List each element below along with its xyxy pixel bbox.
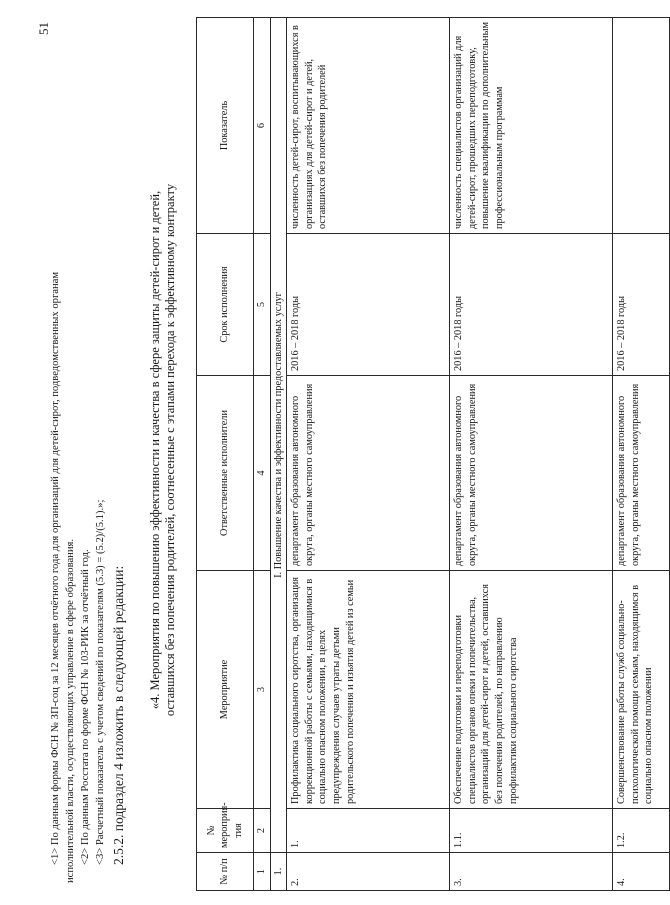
header-cell: Мероприятие: [197, 571, 254, 809]
header-cell: Срок исполнения: [197, 234, 254, 376]
column-number: 1: [254, 853, 271, 891]
executors-text: департамент образования автономного округа, органы местного самоуправления: [613, 376, 670, 571]
footnote-1-continuation: исполнительной власти, осуществляющих управление в сфере образования.: [65, 538, 76, 883]
amendment-instruction: 2.5.2. подраздел 4 изложить в следующей редакции:: [111, 565, 126, 865]
section-title: [148, 35, 178, 865]
footnote-1: <1> По данным формы ФСН № ЗП-соц за 12 месяцев отчётного года для организаций для детей-сирот, подведомственных органам: [50, 271, 61, 865]
column-number-row: [254, 18, 271, 891]
measure-text: Совершенствование работы служб социально-психологической помощи семьям, находящимся в социально опасном положении: [613, 571, 670, 809]
indicator-text: численность детей-сирот, воспитывающихся в организациях для детей-сирот и детей, оставшихся без попечения родителей: [287, 18, 450, 234]
measures-table: [196, 17, 670, 891]
footnote-3: <3> Расчетный показатель с учетом сведений по показателям (5.3) = (5.2)/(5.1).»;: [95, 499, 106, 865]
column-number: 4: [254, 376, 271, 571]
subheader-number: 1.: [270, 853, 287, 891]
table-row: [287, 18, 450, 891]
measure-number: 1.2.: [613, 809, 670, 853]
measure-text: Профилактика социального сиротства, организация коррекционной работы с семьями, находящимися в социально опасном положении, в целях предупреждения случаев утраты детьми родительского попечения и изъятия детей из семьи: [287, 571, 450, 809]
header-cell: Показатель: [197, 18, 254, 234]
term-text: 2016 – 2018 годы: [613, 234, 670, 376]
header-cell: Ответственные исполнители: [197, 376, 254, 571]
indicator-text: [613, 18, 670, 234]
measure-text: Обеспечение подготовки и переподготовки специалистов органов опеки и попечительства, организаций для детей-сирот и детей, оставшихся без попечения родителей, по направлению профилактики социального сиротства: [450, 571, 613, 809]
term-text: 2016 – 2018 годы: [287, 234, 450, 376]
page-number: 51: [36, 22, 51, 35]
column-number: 2: [254, 809, 271, 853]
row-number: 2.: [287, 853, 450, 891]
table-row: [613, 18, 670, 891]
table-row: [450, 18, 613, 891]
table-subheader-row: [270, 18, 287, 891]
indicator-text: численность специалистов организаций для детей-сирот, прошедших переподготовку, повышение квалификации по дополнительным профессиональным программам: [450, 18, 613, 234]
column-number: 5: [254, 234, 271, 376]
measure-number: 1.1.: [450, 809, 613, 853]
section-title-line-1: «4. Мероприятия по повышению эффективности и качества в сфере защиты детей-сирот и детей,: [148, 190, 162, 710]
row-number: 4.: [613, 853, 670, 891]
term-text: 2016 – 2018 годы: [450, 234, 613, 376]
executors-text: департамент образования автономного округа, органы местного самоуправления: [287, 376, 450, 571]
executors-text: департамент образования автономного округа, органы местного самоуправления: [450, 376, 613, 571]
subheader-title: I. Повышение качества и эффективности предоставляемых услуг: [270, 18, 287, 853]
header-cell: № п/п: [197, 853, 254, 891]
column-number: 6: [254, 18, 271, 234]
header-cell: № мероприя-тия: [197, 809, 254, 853]
column-number: 3: [254, 571, 271, 809]
section-title-line-2: оставшихся без попечения родителей, соотнесенные с этапами перехода к эффективному контракту: [163, 183, 177, 717]
footnote-2: <2> По данным Росстата по форме ФСН № 103-РИК за отчётный год.: [80, 549, 91, 865]
table-header-row: [197, 18, 254, 891]
footnotes: [48, 21, 127, 883]
measure-number: 1.: [287, 809, 450, 853]
row-number: 3.: [450, 853, 613, 891]
